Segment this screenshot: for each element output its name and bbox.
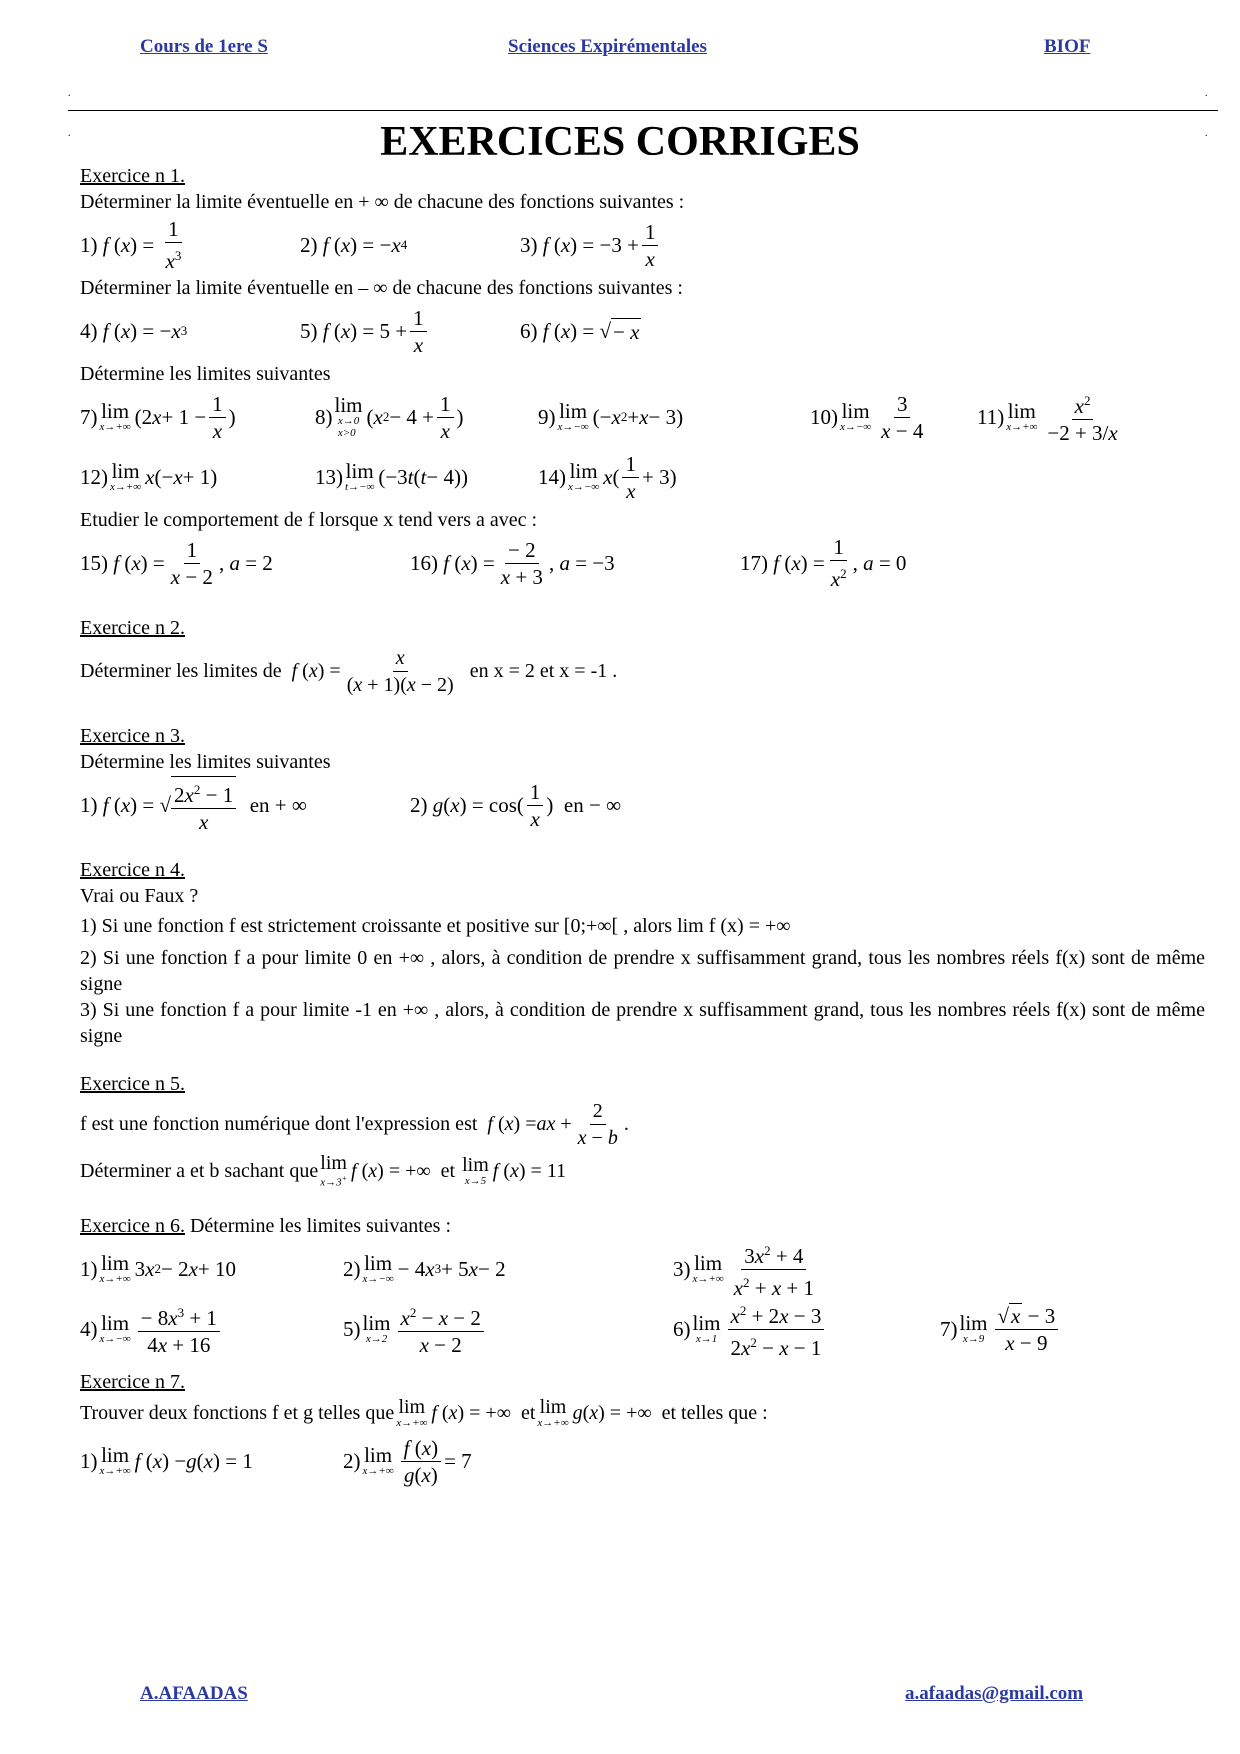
exercise-3-items (80, 775, 1205, 835)
item-2: 2) f ( x ) = − x 4 (300, 233, 408, 257)
exercise-6-item-3: 3) lim x→+∞ $\frac{3x^2 + 4}{x^2 + x + 1}$ (673, 1239, 820, 1299)
exercise-7-heading: Exercice n 7. (80, 1371, 185, 1393)
exercise-6-heading: Exercice n 6. (80, 1215, 185, 1237)
exercise-7-tail: et telles que : (661, 1402, 768, 1424)
header-section-link[interactable]: Sciences Expirémentales (508, 36, 707, 57)
item-14: 14) lim x→−∞ x ( $\frac{1}{x}$ + 3) (538, 451, 677, 503)
item-5: 5) f ( x ) = 5 + $\frac{1}{x}$ (300, 301, 430, 361)
exercise-4-heading: Exercice n 4. (80, 859, 185, 881)
exercise-4-statement-3: 3) Si une fonction f a pour limite -1 en +∞ , alors, à condition de prendre x suffisamment grand, tous les nombres réels f(x) sont de même signe (80, 999, 1205, 1047)
exercise-4-statement-2: 2) Si une fonction f a pour limite 0 en +∞ , alors, à condition de prendre x suffisamment grand, tous les nombres réels f(x) sont de même signe (80, 947, 1205, 995)
exercise-6-text: Détermine les limites suivantes : (189, 1215, 452, 1237)
item-1: 1) f ( x ) = $\frac{1}{x^3}$ (80, 217, 182, 273)
footer-email-link[interactable]: a.afaadas@gmail.com (905, 1683, 1084, 1704)
exercise-7-items (80, 1431, 1205, 1491)
exercise-7-item-2: 2) lim x→+∞ $\frac{f (x)}{g(x)}$ = 7 (343, 1435, 472, 1487)
corner-dot: . (68, 88, 71, 99)
exercise-1-items-1-3 (80, 215, 1205, 275)
exercise-6-items-4-7 (80, 1299, 1205, 1359)
exercise-6-item-6: 6) lim x→1 $\frac{x^2 + 2x - 3}{2x^2 - x - 1}$ (673, 1299, 827, 1359)
exercise-5-heading: Exercice n 5. (80, 1073, 185, 1095)
exercise-4-question: Vrai ou Faux ? (80, 885, 199, 907)
item-6: 6) f ( x ) = √ − x (520, 319, 640, 344)
exercise-1-items-4-6 (80, 301, 1205, 361)
exercise-5-text-2: Déterminer a et b sachant que (80, 1160, 319, 1182)
item-16: 16) f ( x ) = $\frac{- 2}{x + 3}$ , a = −3 (410, 537, 615, 589)
exercise-6-item-7: 7) lim x→9 $\frac{√x - 3}{x - 9}$ (940, 1299, 1061, 1359)
exercise-1-intro-limits: Détermine les limites suivantes (80, 363, 331, 385)
exercise-4-statement-1: 1) Si une fonction f est strictement croissante et positive sur [0;+∞[ , alors lim f (x) = +∞ (80, 915, 791, 937)
item-13: 13) lim t→−∞ (−3 t ( t − 4)) (315, 459, 468, 493)
item-15: 15) f ( x ) = $\frac{1}{x - 2}$ , a = 2 (80, 537, 273, 589)
item-11: 11) lim x→+∞ $\frac{x^2}{-2 + 3/x}$ (977, 387, 1124, 447)
exercise-2-text: Déterminer les limites de (80, 660, 282, 682)
exercise-3-item-2: 2) g ( x ) = cos( $\frac{1}{x}$ ) en − ∞ (410, 779, 622, 831)
footer-author-link[interactable]: A.AFAADAS (140, 1683, 248, 1704)
exercise-1-intro-minus-infinity: Déterminer la limite éventuelle en – ∞ de chacune des fonctions suivantes : (80, 277, 683, 299)
exercise-7-statement: Trouver deux fonctions f et g telles que lim x→+∞ f ( x ) = +∞ et lim x→+∞ g ( x ) = +∞ et telles que : (80, 1396, 768, 1429)
exercise-7-text: Trouver deux fonctions f et g telles que (80, 1402, 395, 1424)
item-10: 10) lim x→−∞ $\frac{3}{x - 4}$ (810, 391, 924, 443)
exercise-7-item-1: 1) lim x→+∞ f ( x ) − g ( x ) = 1 (80, 1443, 253, 1477)
header-biof-link[interactable]: BIOF (1044, 36, 1091, 57)
exercise-1-items-12-14 (80, 447, 1205, 507)
exercise-2-heading: Exercice n 2. (80, 617, 185, 639)
exercise-2-statement: Déterminer les limites de f ( x ) = $\frac{x}{(x + 1)(x - 2)}$ en x = 2 et x = -1 . (80, 646, 618, 696)
exercise-6-item-1: 1) lim x→+∞ 3 x 2 − 2 x + 10 (80, 1251, 236, 1285)
exercise-6-item-5: 5) lim x→2 $\frac{x^2 - x - 2}{x - 2}$ (343, 1299, 487, 1359)
exercise-1-items-15-17 (80, 533, 1205, 593)
corner-dot: . (68, 128, 71, 139)
exercise-6-items-1-3 (80, 1239, 1205, 1299)
exercise-1-intro-behaviour: Etudier le comportement de f lorsque x tend vers a avec : (80, 509, 538, 531)
page-title: EXERCICES CORRIGES (380, 119, 860, 165)
item-17: 17) f ( x ) = $\frac{1}{x^2}$ , a = 0 (740, 535, 907, 591)
item-9: 9) lim x→−∞ (− x 2 + x − 3) (538, 399, 684, 433)
item-4: 4) f ( x ) = − x 3 (80, 319, 188, 343)
item-8: 8) lim x→0 x>0 ( x 2 − 4 + $\frac{1}{x}$ ) (315, 391, 464, 443)
item-12: 12) lim x→+∞ x (− x + 1) (80, 459, 218, 493)
exercise-3-text: Détermine les limites suivantes (80, 751, 331, 773)
corner-dot: . (1205, 88, 1208, 99)
exercise-3-item-1: 1) f ( x ) = √ $\frac{2x^2 - 1}{x}$ en + ∞ (80, 775, 307, 835)
exercise-6-item-4: 4) lim x→−∞ $\frac{- 8x^3 + 1}{4x + 16}$ (80, 1299, 223, 1359)
exercise-1-items-7-11 (80, 387, 1205, 447)
exercise-content (80, 163, 1205, 1491)
item-7: 7) lim x→+∞ (2 x + 1 − $\frac{1}{x}$ ) (80, 391, 236, 443)
exercise-3-heading: Exercice n 3. (80, 725, 185, 747)
exercise-5-conditions: Déterminer a et b sachant que lim x→3+ f ( x ) = +∞ et lim x→5 f ( x ) = 11 (80, 1152, 567, 1189)
exercise-1-heading: Exercice n 1. (80, 165, 185, 187)
exercise-6-line (80, 1213, 1205, 1239)
header-course-link[interactable]: Cours de 1ere S (140, 36, 268, 57)
header-rule (68, 110, 1218, 111)
exercise-2-tail: en x = 2 et x = -1 . (469, 660, 618, 682)
exercise-1-intro-plus-infinity: Déterminer la limite éventuelle en + ∞ de chacune des fonctions suivantes : (80, 191, 685, 213)
exercise-5-statement: f est une fonction numérique dont l'expression est f ( x ) = ax + $\frac{2}{x - b}$ . (80, 1099, 629, 1149)
exercise-6-item-2: 2) lim x→−∞ − 4 x 3 + 5 x − 2 (343, 1251, 506, 1285)
item-3: 3) f ( x ) = −3 + $\frac{1}{x}$ (520, 215, 661, 275)
corner-dot: . (1205, 128, 1208, 139)
exercise-5-text: f est une fonction numérique dont l'expression est (80, 1113, 478, 1135)
